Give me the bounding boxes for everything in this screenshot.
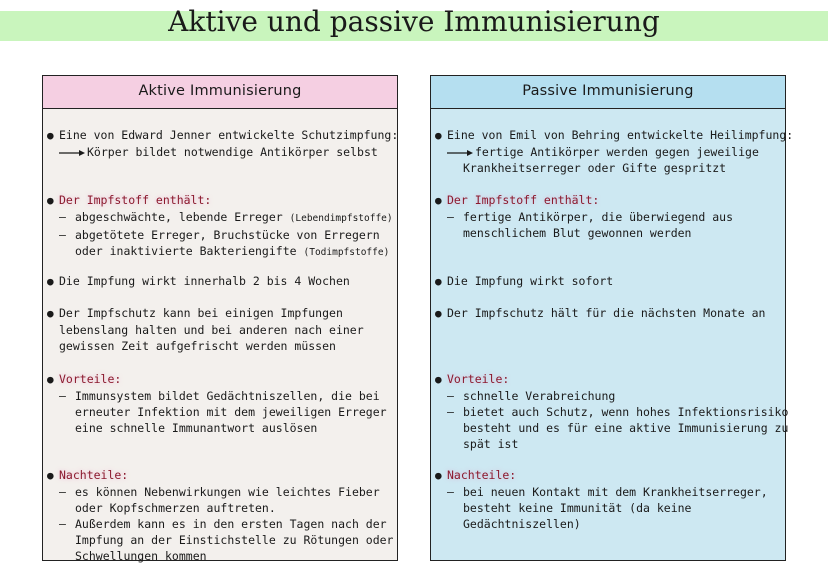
passive-advantages-block: ● Vorteile: – schnelle Verabreichung – bietet auch Schutz, wenn hohes Infektionsrisiko besteht und es für eine aktive Immunisierung zu spät ist <box>435 372 789 451</box>
bullet-icon: ● <box>435 275 442 288</box>
active-disadvantages-block: ● Nachteile: – es können Nebenwirkungen wie leichtes Fieber oder Kopfschmerzen auftreten. – Außerdem kann es in den ersten Tagen nach der Impfung an der Einstichstelle zu Rötungen oder Schwellungen kommen <box>47 468 394 563</box>
bullet-icon: ● <box>435 469 442 482</box>
active-origin-block: ● Eine von Edward Jenner entwickelte Schutzimpfung: Körper bildet notwendige Antikörper selbst <box>47 128 399 159</box>
passive-immunization-panel <box>430 75 794 561</box>
active-immunization-heading: Aktive Immunisierung <box>43 76 397 109</box>
bullet-icon: ● <box>47 194 54 207</box>
passive-immunization-heading: Passive Immunisierung <box>431 76 785 109</box>
passive-onset-block: ● Die Impfung wirkt sofort <box>435 274 614 288</box>
bullet-icon: ● <box>47 469 54 482</box>
active-advantages-block: ● Vorteile: – Immunsystem bildet Gedächtniszellen, die bei erneuter Infektion mit dem jeweiligen Erreger eine schnelle Immunantwort auslösen <box>47 372 387 435</box>
bullet-icon: ● <box>47 129 54 142</box>
active-immunization-panel <box>42 75 398 561</box>
page-title: Aktive und passive Immunisierung <box>168 5 660 38</box>
bullet-icon: ● <box>435 129 442 142</box>
active-vaccine-contents-block: ● Der Impfstoff enthält: – abgeschwächte, lebende Erreger (Lebendimpfstoffe) – abgetötete Erreger, Bruchstücke von Erregern oder inaktivierte Bakteriengifte (Todimpfstoffe) <box>47 193 393 258</box>
passive-disadvantages-block: ● Nachteile: – bei neuen Kontakt mit dem Krankheitserreger, besteht keine Immunität (da keine Gedächtniszellen) <box>435 468 768 531</box>
bullet-icon: ● <box>435 194 442 207</box>
bullet-icon: ● <box>435 373 442 386</box>
passive-vaccine-contents-block: ● Der Impfstoff enthält: – fertige Antikörper, die überwiegend aus menschlichem Blut gewonnen werden <box>435 193 734 240</box>
bullet-icon: ● <box>47 275 54 288</box>
active-onset-block: ● Die Impfung wirkt innerhalb 2 bis 4 Wochen <box>47 274 350 288</box>
bullet-icon: ● <box>47 307 54 320</box>
passive-origin-block: ● Eine von Emil von Behring entwickelte Heilimpfung: fertige Antikörper werden gegen jeweilige Krankheitserreger oder Gifte gespritzt <box>435 128 794 175</box>
arrow-right-icon <box>447 149 473 157</box>
bullet-icon: ● <box>435 307 442 320</box>
arrow-right-icon <box>59 149 85 157</box>
active-duration-block: ● Der Impfschutz kann bei einigen Impfungen lebenslang halten und bei anderen nach einer gewissen Zeit aufgefrischt werden müssen <box>47 306 364 353</box>
bullet-icon: ● <box>47 373 54 386</box>
passive-duration-block: ● Der Impfschutz hält für die nächsten Monate an <box>435 306 766 320</box>
